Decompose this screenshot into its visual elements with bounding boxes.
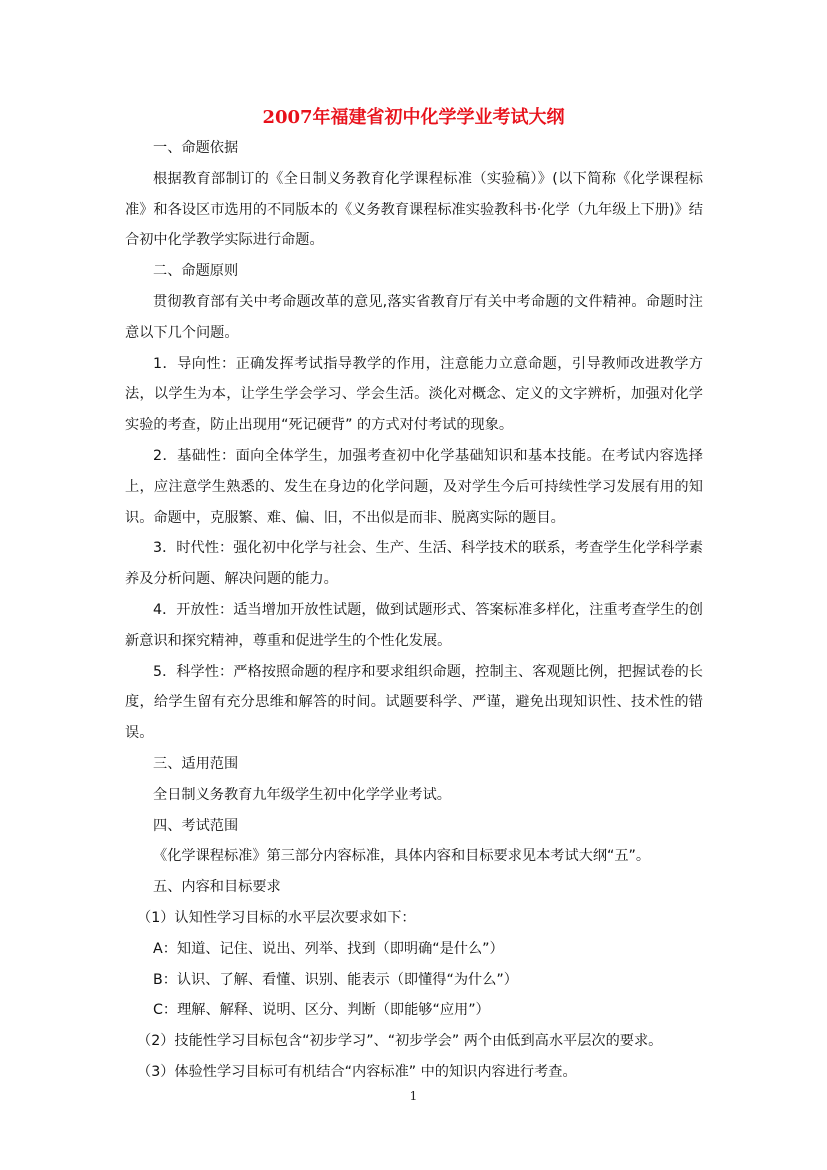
section-heading-principles: 二、命题原则 bbox=[153, 263, 239, 280]
principle-item-scientific: 5．科学性：严格按照命题的程序和要求组织命题，控制主、客观题比例，把握试卷的长度，给学生留有充分思维和解答的时间。试题要科学、严谨，避免出现知识性、技术性的错误。 bbox=[125, 663, 703, 742]
goal-level-c: C：理解、解释、说明、区分、判断（即能够“应用”） bbox=[153, 1002, 490, 1019]
paragraph-principles-intro: 贯彻教育部有关中考命题改革的意见,落实省教育厅有关中考命题的文件精神。命题时注意以下几个问题。 bbox=[125, 293, 703, 341]
goal-item-skill: （2）技能性学习目标包含“初步学习”、“初步学会” 两个由低到高水平层次的要求。 bbox=[137, 1033, 663, 1050]
document-title: 2007年福建省初中化学学业考试大纲 bbox=[262, 107, 565, 128]
paragraph-scope: 全日制义务教育九年级学生初中化学学业考试。 bbox=[153, 786, 451, 803]
section-heading-content-goals: 五、内容和目标要求 bbox=[153, 879, 281, 896]
section-heading-basis: 一、命题依据 bbox=[153, 140, 239, 156]
principle-item-guidance: 1．导向性：正确发挥考试指导教学的作用，注意能力立意命题，引导教师改进教学方法，以学生为本，让学生学会学习、学会生活。淡化对概念、定义的文字辨析，加强对化学实验的考查，防止出现用“死记硬背” 的方式对付考试的现象。 bbox=[125, 355, 703, 434]
principle-item-openness: 4．开放性：适当增加开放性试题，做到试题形式、答案标准多样化，注重考查学生的创新意识和探究精神，尊重和促进学生的个性化发展。 bbox=[125, 601, 703, 649]
section-heading-scope: 三、适用范围 bbox=[153, 755, 239, 772]
principle-item-foundation: 2．基础性：面向全体学生，加强考查初中化学基础知识和基本技能。在考试内容选择上，应注意学生熟悉的、发生在身边的化学问题，及对学生今后可持续性学习发展有用的知识。命题中，克服繁、难、偏、旧，不出似是而非、脱离实际的题目。 bbox=[125, 447, 703, 526]
paragraph-basis: 根据教育部制订的《全日制义务教育化学课程标准（实验稿）》(以下简称《化学课程标准》和各设区市选用的不同版本的《义务教育课程标准实验教科书·化学（九年级上下册)》结合初中化学教学实际进行命题。 bbox=[125, 170, 703, 249]
principle-item-contemporary: 3．时代性：强化初中化学与社会、生产、生活、科学技术的联系，考查学生化学科学素养及分析问题、解决问题的能力。 bbox=[125, 540, 703, 588]
section-heading-exam-range: 四、考试范围 bbox=[153, 817, 239, 834]
goal-level-b: B：认识、了解、看懂、识别、能表示（即懂得“为什么”） bbox=[153, 971, 518, 988]
goal-level-a: A：知道、记住、说出、列举、找到（即明确“是什么”） bbox=[153, 940, 504, 957]
document-body bbox=[125, 133, 703, 1088]
page-number: 1 bbox=[409, 1089, 418, 1103]
goal-item-cognitive: （1）认知性学习目标的水平层次要求如下： bbox=[137, 909, 416, 926]
paragraph-exam-range: 《化学课程标准》第三部分内容标准，具体内容和目标要求见本考试大纲“五”。 bbox=[153, 848, 651, 865]
goal-item-experience: （3）体验性学习目标可有机结合“内容标准” 中的知识内容进行考查。 bbox=[137, 1063, 577, 1080]
